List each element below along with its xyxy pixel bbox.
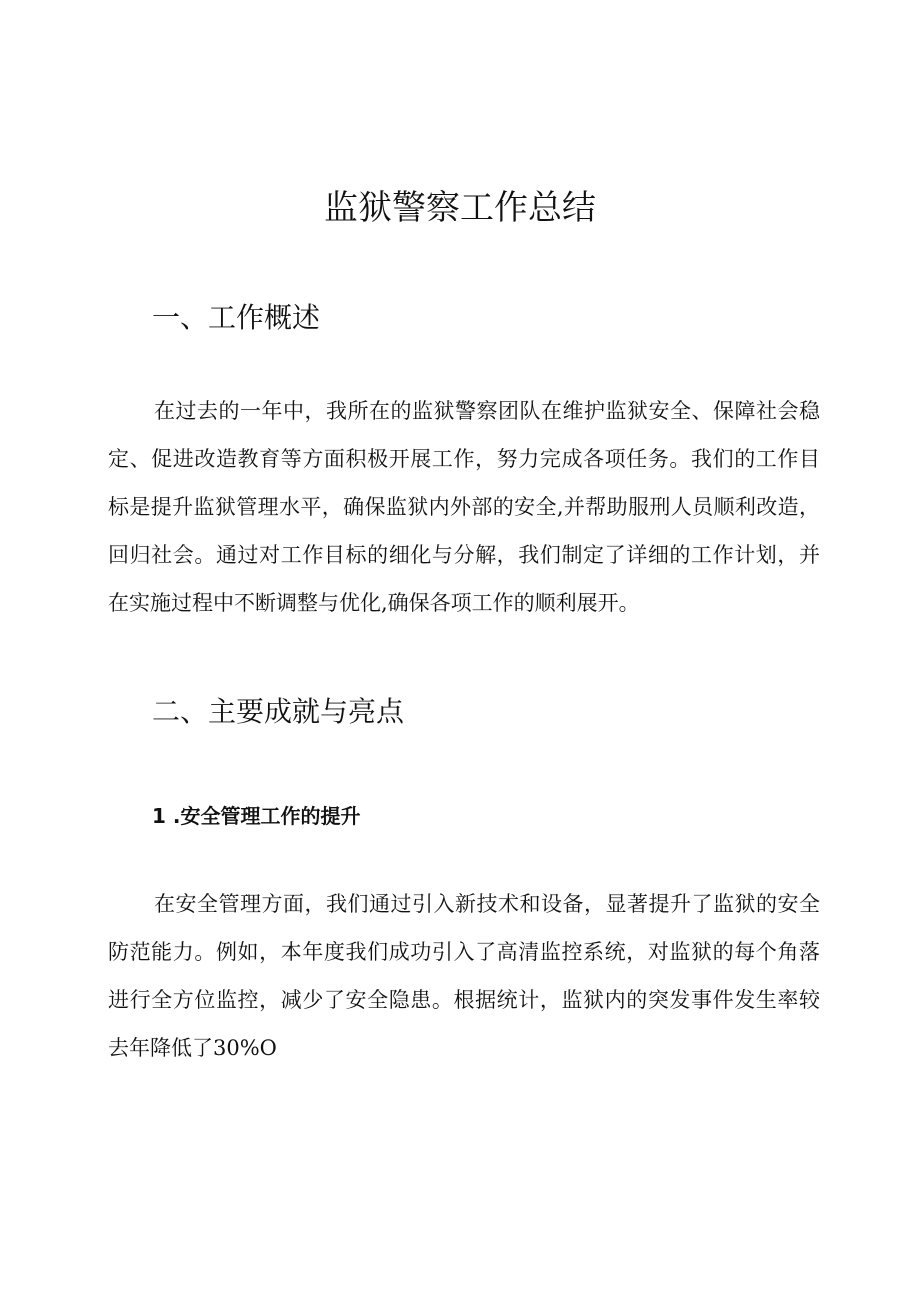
section-heading-overview: 一、工作概述 (152, 301, 321, 334)
security-management-paragraph: 在安全管理方面，我们通过引入新技术和设备，显著提升了监狱的安全防范能力。例如，本年度我们成功引入了高清监控系统，对监狱的每个角落进行全方位监控，减少了安全隐患。根据统计，监狱内的突发事件发生率较去年降低了30%O (108, 892, 820, 1060)
section-heading-achievements: 二、主要成就与亮点 (152, 695, 405, 728)
subheading-security-management: 1 .安全管理工作的提升 (152, 804, 361, 828)
page-title: 监狱警察工作总结 (324, 188, 596, 228)
overview-paragraph: 在过去的一年中，我所在的监狱警察团队在维护监狱安全、保障社会稳定、促进改造教育等方面积极开展工作，努力完成各项任务。我们的工作目标是提升监狱管理水平，确保监狱内外部的安全,并帮助服刑人员顺利改造，回归社会。通过对工作目标的细化与分解，我们制定了详细的工作计划，并在实施过程中不断调整与优化,确保各项工作的顺利展开。 (108, 399, 820, 615)
